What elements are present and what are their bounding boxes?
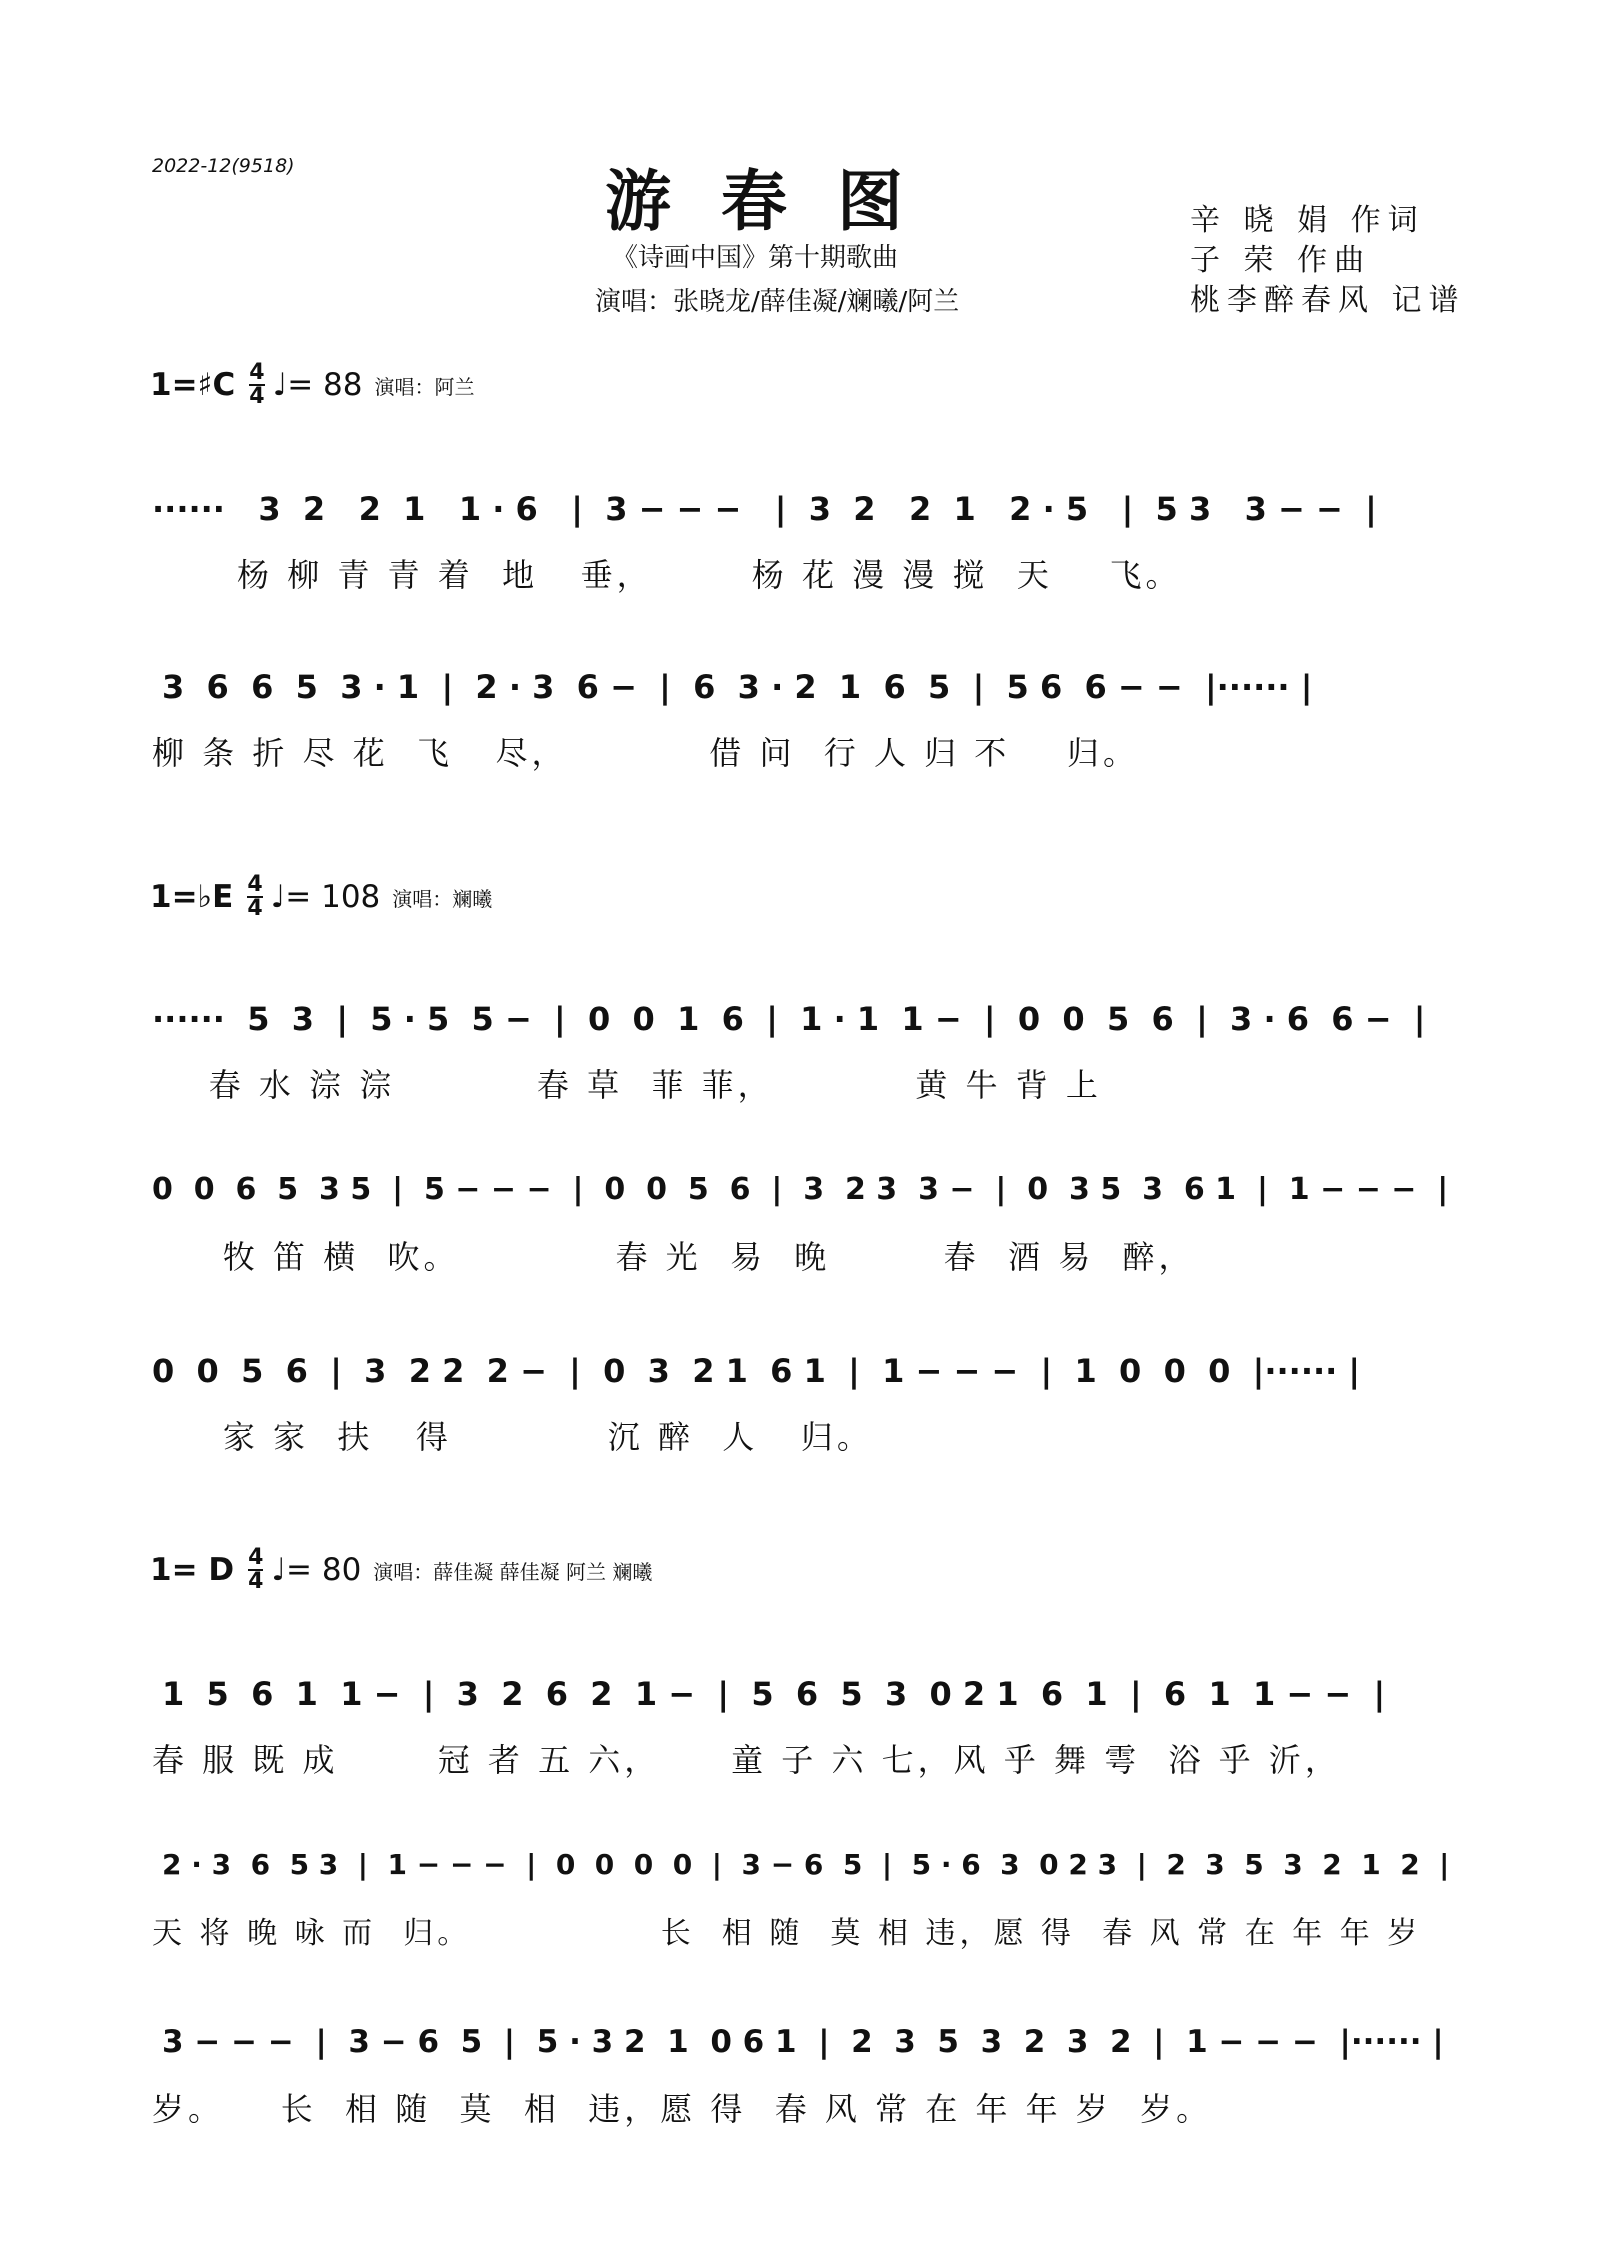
- composer-credit: 子 荣 作曲: [1190, 243, 1372, 278]
- notation-line: 2 · 3 6 5 3 | 1 − − − | 0 0 0 0 | 3 − 6 5 | 5 · 6 3 0 2 3 | 2 3 5 3 2 1 2 |: [162, 1848, 1450, 1881]
- lyrics-line: 天 将 晚 咏 而 归。 长 相 随 莫 相 违，愿 得 春 风 常 在 年 年 岁: [152, 1916, 1422, 1951]
- transcriber-credit: 桃李醉春风 记谱: [1190, 283, 1466, 318]
- time-signature: $\frac{4}{4}$: [247, 872, 263, 921]
- notation-line: 0 0 6 5 3 5 | 5 − − − | 0 0 5 6 | 3 2 3 3 − | 0 3 5 3 6 1 | 1 − − − |: [152, 1172, 1449, 1207]
- lyrics-line: 牧 笛 横 吹。 春 光 易 晚 春 酒 易 醉，: [152, 1238, 1195, 1276]
- notation-line: 0 0 5 6 | 3 2 2 2 − | 0 3 2 1 6 1 | 1 − − − | 1 0 0 0 |······ |: [152, 1352, 1361, 1390]
- vocalist: 演唱：薛佳凝 薛佳凝 阿兰 斓曦: [373, 1559, 653, 1584]
- score-code: 2022-12(9518): [152, 155, 295, 177]
- key-signature: 1=♯C: [150, 367, 236, 403]
- tempo-marking: ♩= 108: [270, 879, 381, 915]
- lyrics-line: 岁。 长 相 随 莫 相 违，愿 得 春 风 常 在 年 年 岁 岁。: [152, 2090, 1213, 2128]
- notation-line: 1 5 6 1 1 − | 3 2 6 2 1 − | 5 6 5 3 0 2 1 6 1 | 6 1 1 − − |: [162, 1675, 1386, 1713]
- vocalist: 演唱：阿兰: [374, 374, 475, 399]
- key-signature: 1=♭E: [150, 879, 234, 915]
- section-1-header: [150, 355, 475, 415]
- page-title: 游春图: [605, 162, 953, 240]
- section-2-header: [150, 867, 492, 927]
- time-signature: $\frac{4}{4}$: [249, 360, 265, 409]
- lyrics-line: 家 家 扶 得 沉 醉 人 归。: [152, 1418, 873, 1456]
- vocalist: 演唱：斓曦: [392, 886, 493, 911]
- tempo-marking: ♩= 88: [272, 367, 363, 403]
- singers: 演唱：张晓龙/薛佳凝/斓曦/阿兰: [595, 287, 960, 317]
- section-3-header: [150, 1540, 652, 1600]
- lyrics-line: 柳 条 折 尽 花 飞 尽， 借 问 行 人 归 不 归。: [152, 734, 1139, 772]
- lyrics-line: 春 服 既 成 冠 者 五 六， 童 子 六 七，风 乎 舞 雩 浴 乎 沂，: [152, 1741, 1341, 1779]
- time-signature: $\frac{4}{4}$: [248, 1545, 264, 1594]
- notation-line: 3 − − − | 3 − 6 5 | 5 · 3 2 1 0 6 1 | 2 3 5 3 2 3 2 | 1 − − − |······ |: [162, 2024, 1444, 2060]
- lyrics-line: 杨 柳 青 青 着 地 垂， 杨 花 漫 漫 搅 天 飞。: [152, 556, 1182, 594]
- lyrics-line: 春 水 淙 淙 春 草 菲 菲， 黄 牛 背 上: [152, 1066, 1102, 1104]
- tempo-marking: ♩= 80: [271, 1552, 362, 1588]
- notation-line: 3 6 6 5 3 · 1 | 2 · 3 6 − | 6 3 · 2 1 6 5 | 5 6 6 − − |······ |: [162, 668, 1313, 706]
- notation-line: ······ 3 2 2 1 1 · 6 | 3 − − − | 3 2 2 1 2 · 5 | 5 3 3 − − |: [152, 490, 1377, 528]
- key-signature: 1= D: [150, 1552, 235, 1588]
- notation-line: ······ 5 3 | 5 · 5 5 − | 0 0 1 6 | 1 · 1 1 − | 0 0 5 6 | 3 · 6 6 − |: [152, 1000, 1426, 1038]
- lyricist-credit: 辛 晓 娟 作词: [1190, 203, 1425, 238]
- subtitle: 《诗画中国》第十期歌曲: [612, 243, 899, 273]
